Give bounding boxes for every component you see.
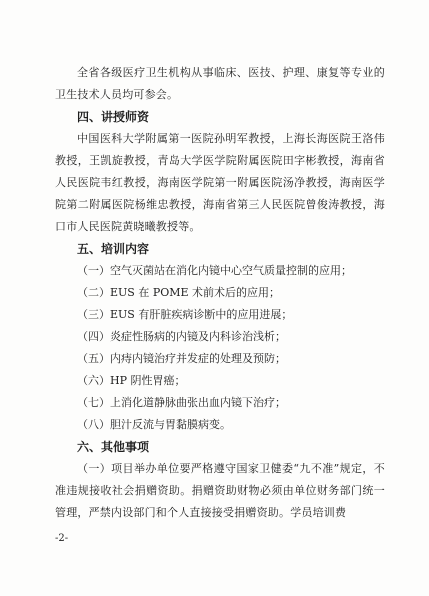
training-item-4: （四）炎症性肠病的内镜及内科诊治浅析； xyxy=(77,330,286,343)
section-4-paragraph: 中国医科大学附属第一医院孙明军教授，上海长海医院王洛伟教授，王凯旋教授，青岛大学医学院附属医院田字彬教授，海南省人民医院韦红教授，海南医学院第一附属医院汤净教授，海南医学院第二附属医院杨维忠教授，海南省第三人民医院曾俊涛教授，海口市人民医院黄晓曦教授等。 xyxy=(55,132,385,233)
training-item-3: （三）EUS 有肝脏疾病诊断中的应用进展； xyxy=(77,308,293,321)
section-5-heading: 五、培训内容 xyxy=(77,242,150,256)
training-item-2: （二）EUS 在 POME 术前术后的应用； xyxy=(77,286,281,299)
training-item-5: （五）内痔内镜治疗并发症的处理及预防； xyxy=(77,352,286,365)
training-item-1: （一）空气灭菌站在消化内镜中心空气质量控制的应用； xyxy=(77,264,352,277)
training-item-6: （六）HP 阴性胃癌； xyxy=(77,374,186,387)
section-6-heading: 六、其他事项 xyxy=(77,440,150,454)
intro-paragraph: 全省各级医疗卫生机构从事临床、医技、护理、康复等专业的卫生技术人员均可参会。 xyxy=(55,66,385,101)
page-number: -2- xyxy=(55,533,69,544)
section-4-heading: 四、讲授师资 xyxy=(77,110,150,124)
training-item-8: （八）胆汁反流与胃黏膜病变。 xyxy=(77,418,231,431)
training-item-7: （七）上消化道静脉曲张出血内镜下治疗； xyxy=(77,396,286,409)
section-6-paragraph: （一）项目举办单位要严格遵守国家卫健委“九不准”规定，不准违规接收社会捐赠资助。捐赠资助财物必须由单位财务部门统一管理，严禁内设部门和个人直接接受捐赠资助。学员培训费 xyxy=(55,462,385,519)
